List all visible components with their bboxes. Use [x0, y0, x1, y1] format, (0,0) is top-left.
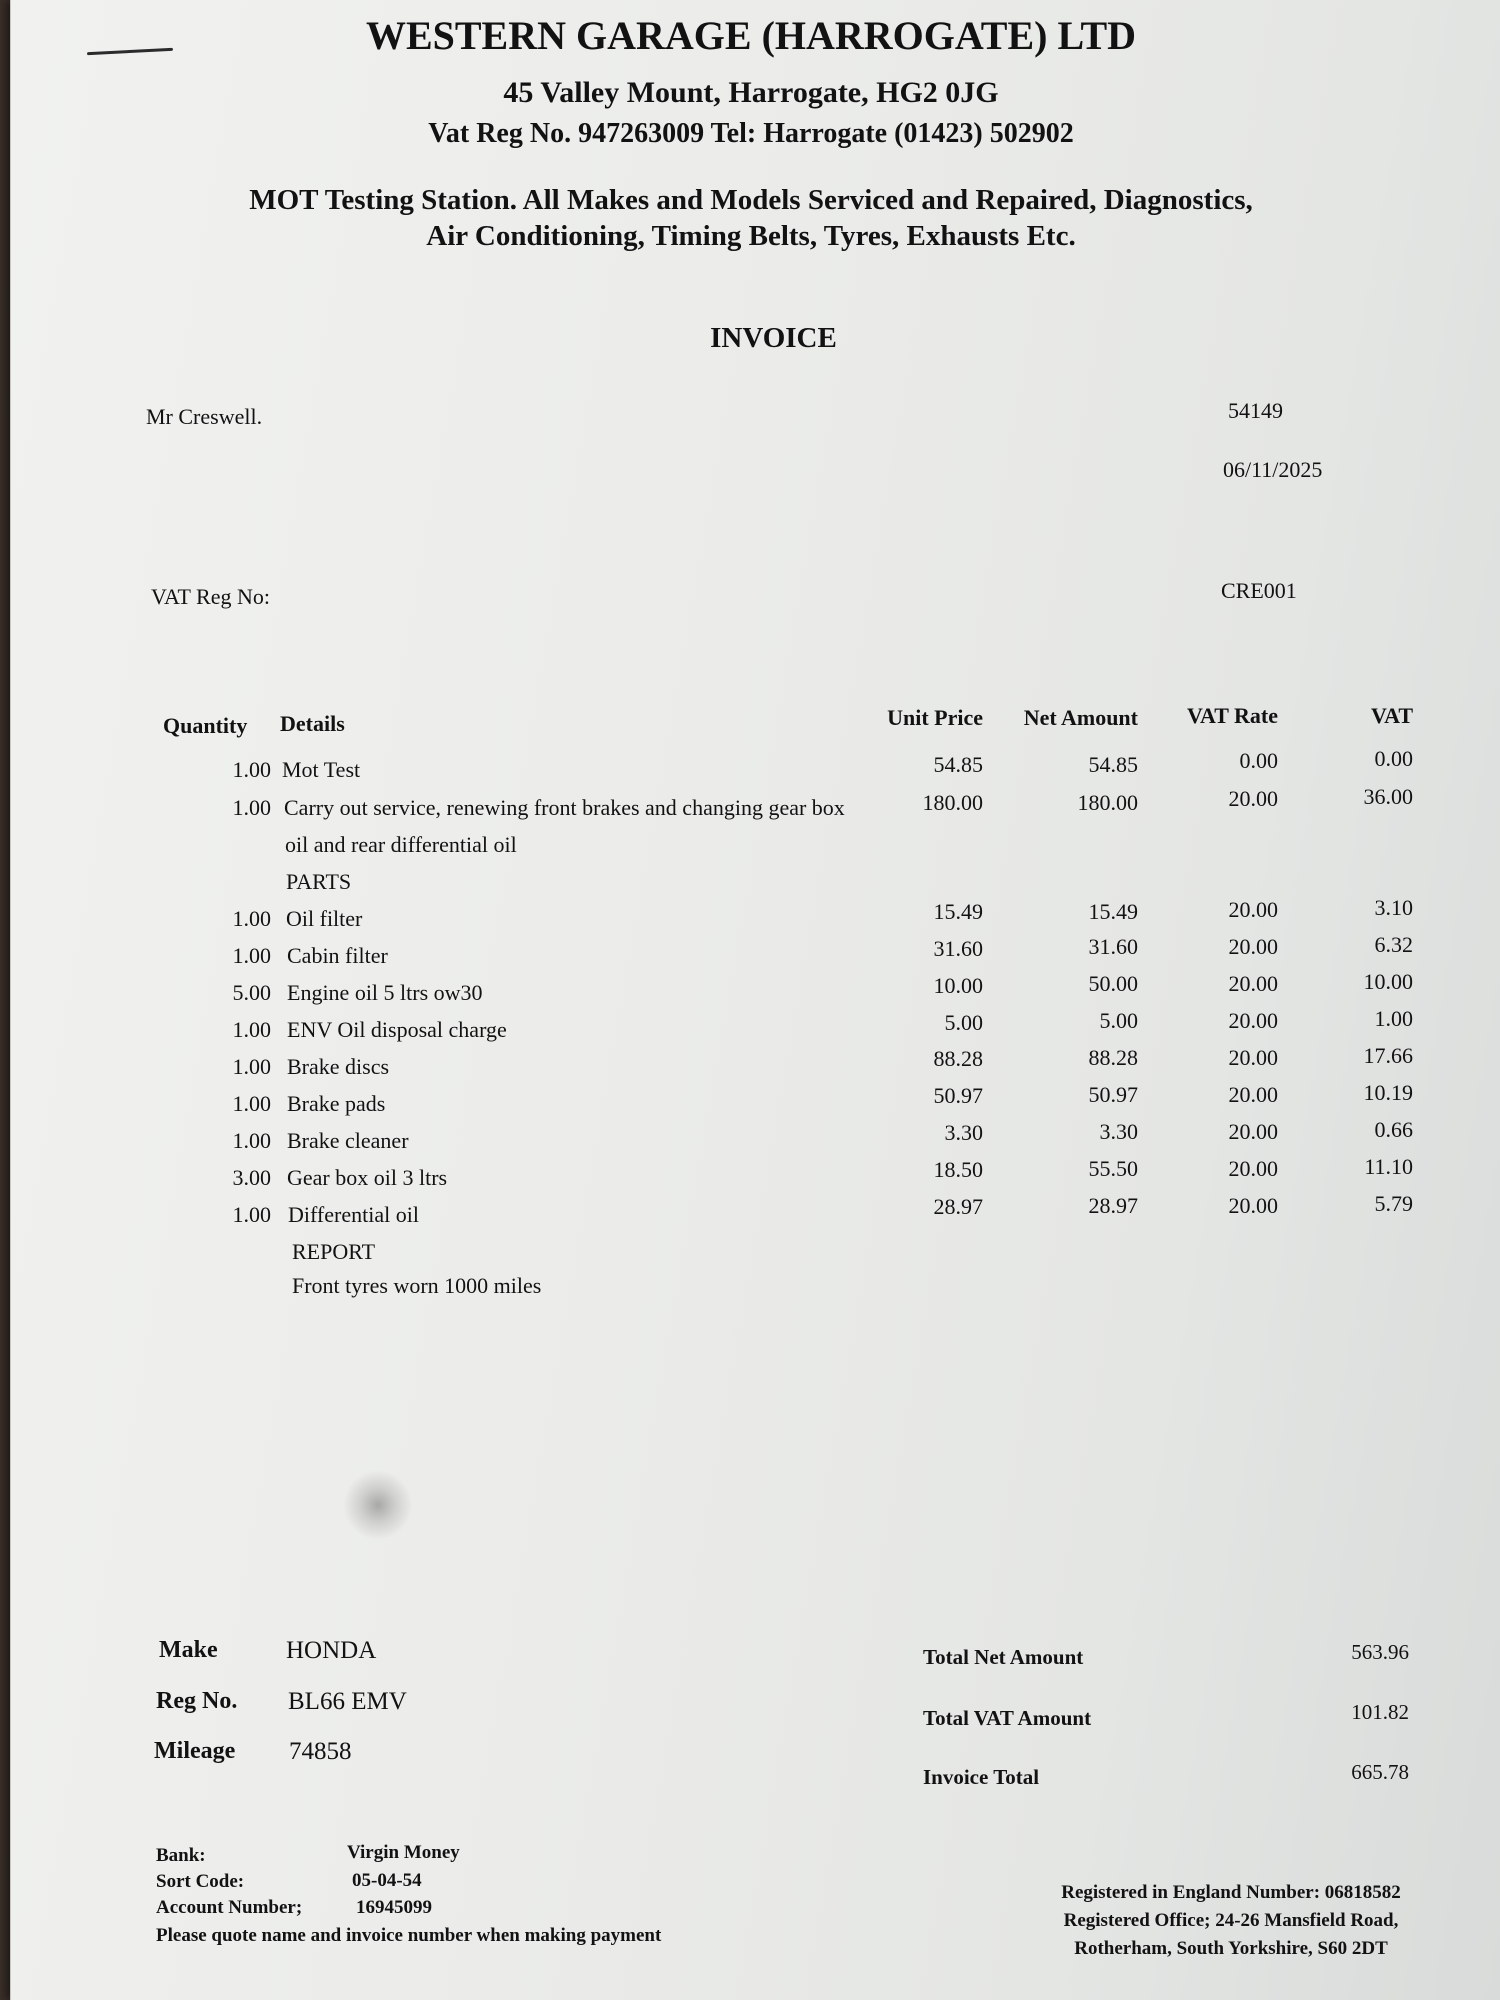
make-value: HONDA [286, 1637, 377, 1664]
row-quantity: 1.00 [232, 906, 271, 931]
row-vat: 1.00 [1374, 1006, 1413, 1031]
col-header-details: Details [280, 711, 345, 736]
row-net-amount: 28.97 [1088, 1193, 1138, 1218]
row-vat-rate: 20.00 [1228, 1119, 1278, 1144]
row-section-heading: PARTS [286, 869, 352, 894]
row-net-amount: 88.28 [1088, 1045, 1138, 1070]
make-label: Make [159, 1637, 218, 1663]
row-vat: 17.66 [1363, 1043, 1413, 1068]
bank-label: Bank: [156, 1845, 206, 1866]
total-vat-label: Total VAT Amount [923, 1706, 1092, 1730]
row-details: Engine oil 5 ltrs ow30 [287, 980, 483, 1005]
row-net-amount: 15.49 [1088, 899, 1138, 924]
row-details: Carry out service, renewing front brakes and changing gear box [284, 795, 845, 820]
row-unit-price: 54.85 [933, 752, 983, 777]
row-unit-price: 18.50 [933, 1157, 983, 1182]
row-quantity: 1.00 [232, 1202, 271, 1227]
row-vat: 5.79 [1374, 1191, 1413, 1216]
row-details: Brake pads [287, 1091, 386, 1116]
row-unit-price: 5.00 [944, 1010, 983, 1035]
row-net-amount: 5.00 [1099, 1008, 1138, 1033]
row-vat-rate: 20.00 [1228, 934, 1278, 959]
row-details: Gear box oil 3 ltrs [287, 1165, 448, 1190]
registration-line-1: Registered in England Number: 06818582 [1061, 1882, 1401, 1903]
row-vat: 11.10 [1364, 1154, 1413, 1179]
services-line-1: MOT Testing Station. All Makes and Models Serviced and Repaired, Diagnostics, [249, 184, 1253, 216]
company-address: 45 Valley Mount, Harrogate, HG2 0JG [503, 76, 999, 109]
company-name: WESTERN GARAGE (HARROGATE) LTD [365, 13, 1137, 58]
col-header-unit-price: Unit Price [887, 705, 983, 730]
row-vat-rate: 20.00 [1228, 1045, 1278, 1070]
row-unit-price: 28.97 [933, 1194, 983, 1219]
row-quantity: 3.00 [232, 1165, 271, 1190]
invoice-paper [10, 0, 1500, 2000]
total-net-label: Total Net Amount [923, 1645, 1084, 1669]
row-vat-rate: 20.00 [1228, 897, 1278, 922]
ink-smudge [343, 1470, 413, 1540]
invoice-number: 54149 [1228, 398, 1283, 423]
row-quantity: 1.00 [232, 1091, 271, 1116]
row-net-amount: 3.30 [1099, 1119, 1138, 1144]
company-vat-tel: Vat Reg No. 947263009 Tel: Harrogate (01423) 502902 [428, 118, 1074, 149]
mileage-value: 74858 [289, 1738, 352, 1765]
row-quantity: 5.00 [232, 980, 271, 1005]
total-net-value: 563.96 [1351, 1640, 1409, 1664]
row-details: oil and rear differential oil [285, 832, 517, 857]
col-header-vat-rate: VAT Rate [1186, 703, 1278, 728]
document-title: INVOICE [710, 322, 837, 354]
sort-code-value: 05-04-54 [352, 1870, 422, 1891]
bank-name: Virgin Money [347, 1842, 460, 1863]
row-unit-price: 88.28 [933, 1046, 983, 1071]
account-ref: CRE001 [1221, 578, 1297, 603]
row-net-amount: 54.85 [1088, 752, 1138, 777]
row-vat-rate: 20.00 [1228, 1193, 1278, 1218]
payment-note: Please quote name and invoice number when making payment [156, 1925, 662, 1946]
row-section-heading: REPORT [292, 1239, 376, 1264]
registration-line-3: Rotherham, South Yorkshire, S60 2DT [1074, 1938, 1388, 1959]
row-vat-rate: 20.00 [1228, 1008, 1278, 1033]
col-header-quantity: Quantity [163, 713, 248, 738]
row-vat: 3.10 [1374, 895, 1413, 920]
row-details: Cabin filter [287, 943, 388, 968]
row-unit-price: 50.97 [933, 1083, 983, 1108]
invoice-date: 06/11/2025 [1223, 457, 1323, 482]
total-vat-value: 101.82 [1351, 1700, 1409, 1724]
row-details: Brake discs [287, 1054, 390, 1079]
row-vat: 10.19 [1363, 1080, 1413, 1105]
row-net-amount: 55.50 [1088, 1156, 1138, 1181]
row-quantity: 1.00 [232, 795, 271, 820]
row-vat-rate: 20.00 [1228, 786, 1278, 811]
col-header-vat: VAT [1371, 703, 1413, 728]
row-details: Brake cleaner [287, 1128, 409, 1153]
row-vat: 0.66 [1374, 1117, 1413, 1142]
row-vat: 36.00 [1363, 784, 1413, 809]
invoice-total-label: Invoice Total [923, 1765, 1040, 1789]
row-vat-rate: 0.00 [1239, 748, 1278, 773]
row-vat: 10.00 [1363, 969, 1413, 994]
row-details: ENV Oil disposal charge [287, 1017, 507, 1042]
row-details: Mot Test [282, 757, 361, 782]
row-vat-rate: 20.00 [1228, 971, 1278, 996]
row-vat-rate: 20.00 [1228, 1156, 1278, 1181]
row-unit-price: 15.49 [933, 899, 983, 924]
row-vat: 6.32 [1374, 932, 1413, 957]
row-quantity: 1.00 [232, 1017, 271, 1042]
col-header-net-amount: Net Amount [1023, 705, 1138, 730]
vat-reg-label: VAT Reg No: [151, 584, 270, 609]
registration-line-2: Registered Office; 24-26 Mansfield Road, [1063, 1910, 1399, 1931]
row-unit-price: 10.00 [933, 973, 983, 998]
account-number-label: Account Number; [156, 1897, 303, 1918]
customer-name: Mr Creswell. [146, 404, 263, 429]
row-net-amount: 50.97 [1088, 1082, 1138, 1107]
row-unit-price: 3.30 [944, 1120, 983, 1145]
mileage-label: Mileage [154, 1738, 236, 1764]
account-number-value: 16945099 [356, 1897, 432, 1918]
row-quantity: 1.00 [232, 757, 271, 782]
row-unit-price: 31.60 [933, 936, 983, 961]
row-vat-rate: 20.00 [1228, 1082, 1278, 1107]
services-line-2: Air Conditioning, Timing Belts, Tyres, Exhausts Etc. [426, 220, 1076, 252]
row-details: Oil filter [286, 906, 363, 931]
reg-label: Reg No. [156, 1688, 238, 1714]
sort-code-label: Sort Code: [156, 1871, 245, 1892]
row-net-amount: 31.60 [1088, 934, 1138, 959]
row-details: Front tyres worn 1000 miles [292, 1273, 542, 1298]
row-net-amount: 180.00 [1077, 790, 1138, 815]
row-quantity: 1.00 [232, 1054, 271, 1079]
row-quantity: 1.00 [232, 1128, 271, 1153]
row-vat: 0.00 [1374, 746, 1413, 771]
row-quantity: 1.00 [232, 943, 271, 968]
row-unit-price: 180.00 [922, 790, 983, 815]
reg-value: BL66 EMV [288, 1688, 407, 1715]
row-details: Differential oil [288, 1202, 419, 1227]
row-net-amount: 50.00 [1088, 971, 1138, 996]
invoice-total-value: 665.78 [1351, 1760, 1409, 1784]
